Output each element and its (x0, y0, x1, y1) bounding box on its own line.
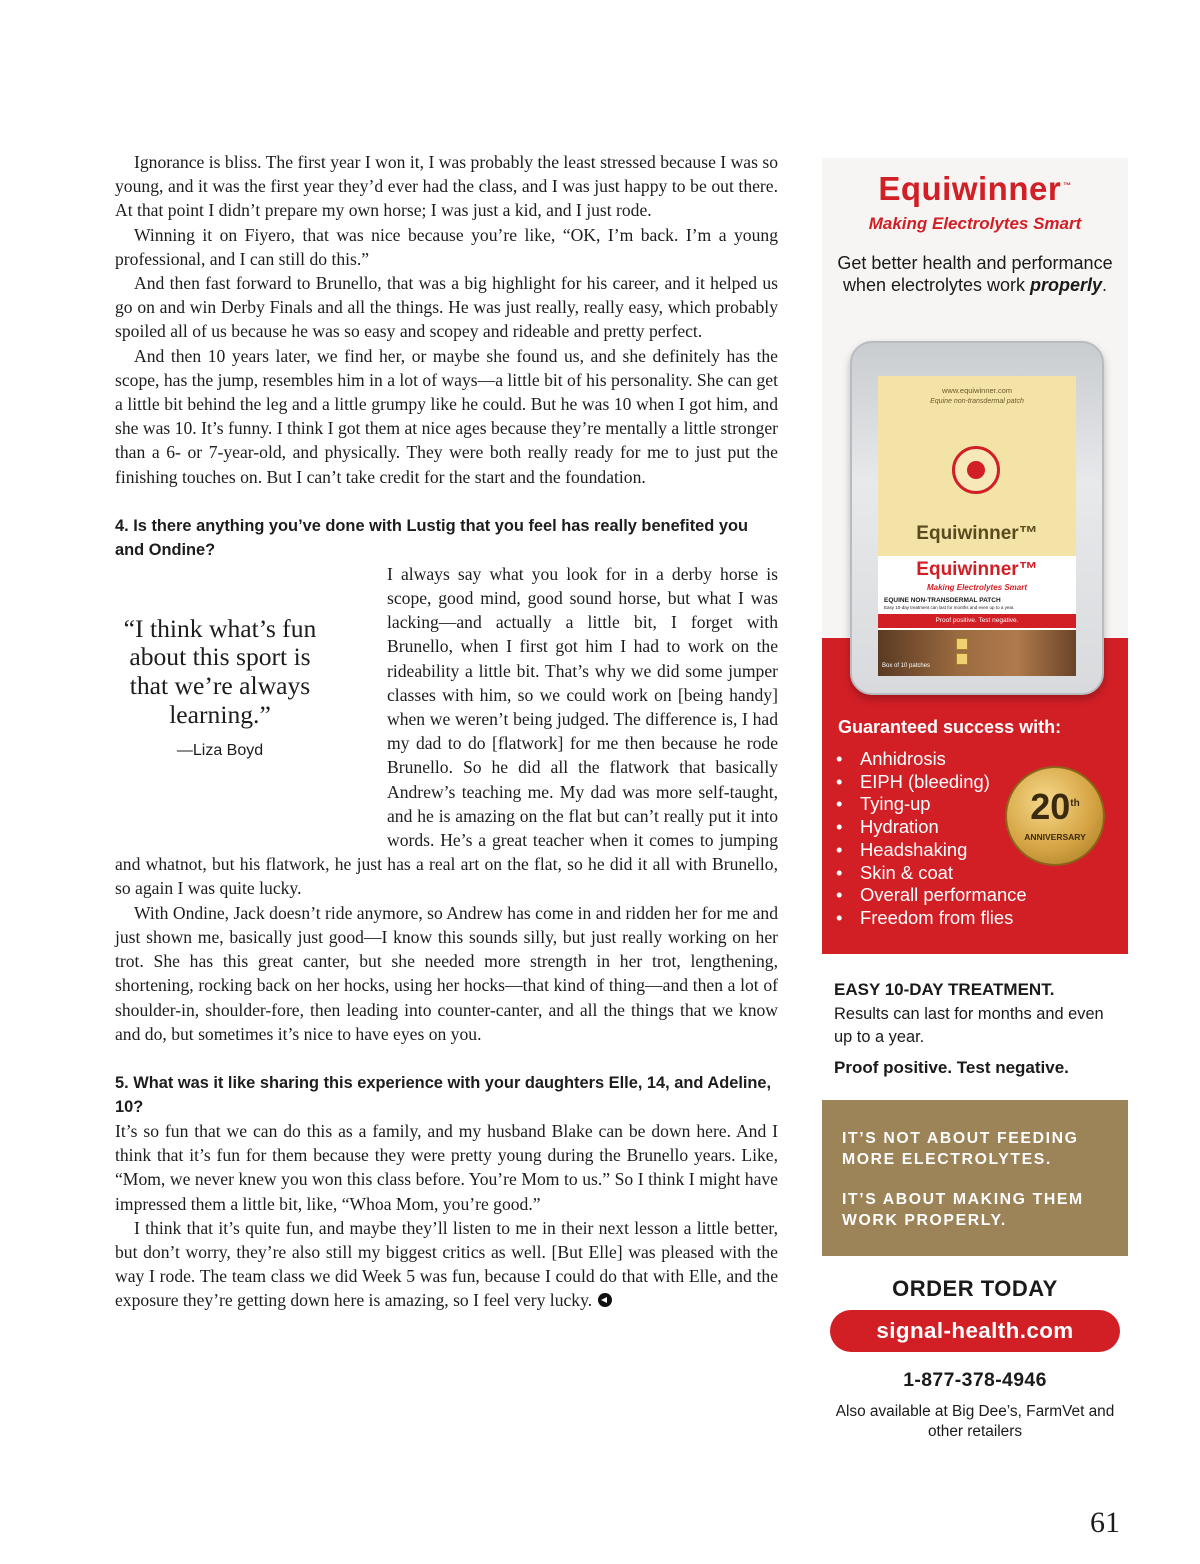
patch-icon (956, 653, 968, 665)
article-paragraph: And then 10 years later, we find her, or maybe she found us, and she definitely has the scope, has the jump, resembles him in a lot of ways—a little bit of his personality. She can get a little bit behind the leg and a little grumpy like he could. But he was 10 when I got him, and she was 10. It’s funny. I think I got them at nice ages because they’re mentally a little stronger than a 6- or 7-year-old, and physically. They were both really ready for me to just put the finishing touches on. But I can’t take credit for the start and the foundation. (115, 345, 778, 487)
article-paragraph-text: I always say what you look for in a derby horse is scope, good mind, good sound horse, but what I was lacking—and actually a little bit, I forget with Brunello, when I first got him I had to work on the rideability a little bit. That’s why we did some jumper classes with him, so we could work on [being handy] when we weren’t being judged. The difference is, I had my dad to do [flatwork] for me then because he rode Brunello. So he did all the flatwork that basically Andrew’s teaching me. My dad was more self-taught, and he is amazing on the flat but can’t really put it into words. He’s a great teacher when it comes to jumping and whatnot, but his flatwork, he just has a real art on the flat, so he did it all with Brunello, so again I was quite lucky. (115, 563, 778, 899)
pull-quote-text: “I think what’s fun about this sport is that we’re always learning.” (123, 613, 317, 729)
ad-slogan-panel (822, 1100, 1128, 1256)
question-5-heading: 5. What was it like sharing this experience with your daughters Elle, 14, and Adeline, 10? (115, 1073, 772, 1116)
benefit-item: • Overall performance (836, 884, 1027, 907)
product-brand: Equiwinner™ (916, 523, 1038, 544)
product-package-image (850, 341, 1104, 695)
product-count: Box of 10 patches (882, 663, 931, 669)
article-paragraph: It’s so fun that we can do this as a family, and my husband Blake can be down here. And I think that it’s fun for them because they were pretty young during the Brunello years. Like, “Mom, we never knew you won this class before. You’re Mom to us.” So I think I might have impressed them a little bit, like, “Whoa Mom, you’re good.” (115, 1120, 778, 1214)
ad-proof: Proof positive. Test negative. (834, 1058, 1069, 1077)
ad-website-link[interactable]: signal-health.com (830, 1310, 1120, 1352)
article-paragraph: With Ondine, Jack doesn’t ride anymore, so Andrew has come in and ridden her for me and just shown me, basically just good—I know this sounds silly, but just really working on her trot. She has this great canter, but she needed more strength in her trot, lengthening, shortening, rocking back on her hocks, using her hocks—that kind of thing—and then a lot of shoulder-in, shoulder-fore, then leading into counter-canter, and all the things that we know and do, but sometimes it’s nice to have eyes on you. (115, 902, 778, 1044)
ad-tagline: Making Electrolytes Smart (868, 214, 1082, 233)
section-gap (115, 1046, 778, 1071)
article-paragraph (115, 562, 778, 901)
benefit-item: • Skin & coat (836, 862, 1027, 885)
patch-icon (956, 638, 968, 650)
ad-availability: Also available at Big Dee’s, FarmVet and other retailers (835, 1403, 1115, 1440)
label-proof-bar: Proof positive. Test negative. (878, 614, 1076, 628)
patch-icon (952, 446, 1000, 494)
label-brand: Equiwinner™ (916, 559, 1038, 580)
benefit-item: • EIPH (bleeding) (836, 771, 1027, 794)
advertisement[interactable] (822, 158, 1128, 1453)
question-4-heading: 4. Is there anything you’ve done with Lustig that you feel has really benefited you and Ondine? (115, 516, 748, 559)
article-paragraph: Ignorance is bliss. The first year I won it, I was probably the least stressed because I was so young, and it was the first year they’d ever had the class, and I was just happy to be out there. At that point I didn’t prepare my own horse; I was just a kid, and I just rode. (115, 152, 778, 221)
benefit-item: • Anhidrosis (836, 748, 1027, 771)
article-body (115, 150, 778, 1313)
ad-easy-treatment: EASY 10-DAY TREATMENT. (834, 980, 1055, 999)
ad-slogan-2: IT’S ABOUT MAKING THEM WORK PROPERLY. (842, 1191, 1084, 1229)
ad-benefits-list (836, 748, 1027, 930)
product-box (878, 376, 1076, 676)
article-paragraph: And then fast forward to Brunello, that was a big highlight for his career, and it helped us go on and win Derby Finals and all the things. He was just really, really easy, which probably spoiled all of us because he was so easy and scopey and rideable and pretty perfect. (115, 273, 778, 342)
benefit-item: • Headshaking (836, 839, 1027, 862)
product-subtitle: Equine non-transdermal patch (930, 398, 1024, 405)
benefit-item: • Hydration (836, 816, 1027, 839)
section-gap (115, 489, 778, 514)
horse-photo (878, 630, 1076, 676)
seal-number: 20th (1030, 786, 1080, 827)
page-number: 61 (1090, 1506, 1120, 1539)
label-tagline: Making Electrolytes Smart (926, 583, 1028, 592)
benefit-item: • Tying-up (836, 793, 1027, 816)
article-paragraph (115, 1216, 778, 1313)
pull-quote-attribution: —Liza Boyd (176, 741, 264, 759)
product-label (878, 556, 1076, 630)
product-url: www.equiwinner.com (941, 386, 1013, 395)
end-mark-icon (598, 1293, 612, 1307)
article-paragraph: Winning it on Fiyero, that was nice because you’re like, “OK, I’m back. I’m a young professional, and I can still do this.” (115, 224, 778, 269)
label-description: Easy 10-day treatment can last for months and even up to a year. (884, 605, 1015, 610)
label-type: EQUINE NON-TRANSDERMAL PATCH (884, 597, 1001, 604)
ad-brand-logo: Equiwinner ™ (878, 170, 1072, 207)
article-paragraph-text: I think that it’s quite fun, and maybe they’ll listen to me in their next lesson a little better, but don’t worry, they’re also still my biggest critics as well. [But Elle] was pleased with the way I rode. The team class we did Week 5 was fun, because I could do that with Elle, and the exposure they’re getting down here is amazing, so I feel very lucky. (115, 1217, 778, 1311)
anniversary-seal-icon (1005, 766, 1105, 866)
ad-guarantee-heading: Guaranteed success with: (838, 717, 1062, 737)
pull-quote (115, 565, 387, 839)
ad-phone-number[interactable]: 1-877-378-4946 (903, 1369, 1047, 1391)
ad-results: Results can last for months and even up to a year. (834, 1005, 1104, 1046)
ad-slogan-1: IT’S NOT ABOUT FEEDING MORE ELECTROLYTES. (842, 1130, 1079, 1168)
ad-headline: Get better health and performance when electrolytes work properly. (837, 253, 1113, 295)
benefit-item: • Freedom from flies (836, 907, 1027, 930)
ad-order-heading: ORDER TODAY (892, 1276, 1058, 1301)
seal-word: ANNIVERSARY (1024, 832, 1086, 842)
